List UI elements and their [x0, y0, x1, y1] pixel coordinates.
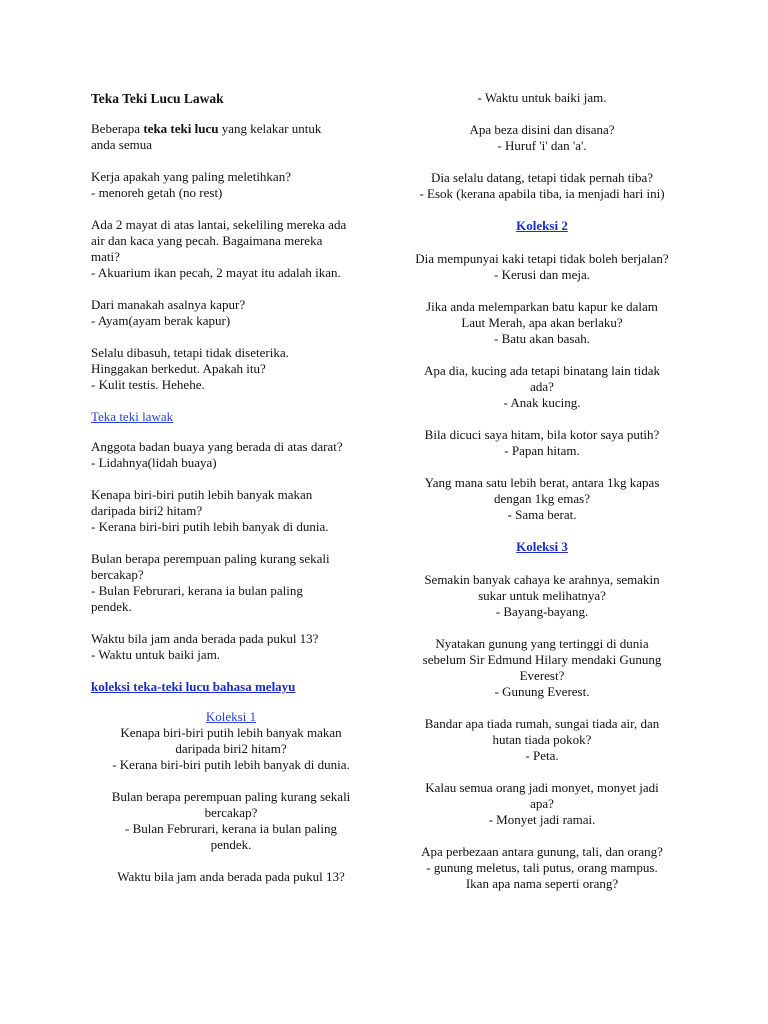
riddle-question: Waktu bila jam anda berada pada pukul 13? — [91, 631, 319, 646]
riddle-line: - Bulan Februrari, kerana ia bulan paling — [91, 583, 303, 598]
riddle-item — [392, 170, 692, 202]
riddle-line: bercakap? — [204, 805, 258, 820]
riddle-line: ada? — [530, 379, 554, 394]
riddle-question: Anggota badan buaya yang berada di atas darat? — [91, 439, 343, 454]
riddle-item — [392, 636, 692, 700]
riddle-question: Apa dia, kucing ada tetapi binatang lain tidak — [423, 363, 661, 378]
riddle-question: Dia mempunyai kaki tetapi tidak boleh berjalan? — [415, 251, 669, 266]
riddle-line: bercakap? — [91, 567, 144, 582]
riddle-item — [91, 487, 371, 535]
koleksi1-heading-block — [91, 709, 371, 725]
riddle-line: - Bayang-bayang. — [495, 604, 589, 619]
right-column — [392, 90, 692, 908]
riddle-item — [91, 551, 371, 615]
koleksi-bahasa-melayu-link[interactable]: koleksi teka-teki lucu bahasa melayu — [91, 679, 296, 694]
riddle-item — [392, 844, 692, 892]
riddle-line: - Ayam(ayam berak kapur) — [91, 313, 231, 328]
riddle-item — [392, 475, 692, 523]
riddle-line: Hinggakan berkedut. Apakah itu? — [91, 361, 266, 376]
riddle-line: pendek. — [210, 837, 252, 852]
riddle-question: Bulan berapa perempuan paling kurang sekali — [111, 789, 351, 804]
intro-text-cont: yang kelakar untuk — [218, 121, 322, 136]
riddle-question: Kalau semua orang jadi monyet, monyet jadi — [425, 780, 659, 795]
riddle-question: - Waktu untuk baiki jam. — [477, 90, 607, 105]
riddle-line: - Kerana biri-biri putih lebih banyak di dunia. — [112, 757, 350, 772]
riddle-line: - Sama berat. — [507, 507, 577, 522]
riddle-item — [91, 217, 371, 281]
riddle-line: Everest? — [519, 668, 565, 683]
riddle-question: Kerja apakah yang paling meletihkan? — [91, 169, 291, 184]
riddle-question: Jika anda melemparkan batu kapur ke dalam — [426, 299, 658, 314]
riddle-question: Kenapa biri-biri putih lebih banyak makan — [120, 725, 342, 740]
riddle-item — [91, 789, 371, 853]
riddle-line: mati? — [91, 249, 120, 264]
koleksi-1-link[interactable]: Koleksi 1 — [205, 709, 257, 724]
riddle-question: Bandar apa tiada rumah, sungai tiada air, dan — [424, 716, 660, 731]
riddle-line: - Akuarium ikan pecah, 2 mayat itu adalah ikan. — [91, 265, 341, 280]
koleksi-2-link[interactable]: Koleksi 2 — [516, 218, 568, 233]
riddle-question: Apa perbezaan antara gunung, tali, dan orang? — [421, 844, 663, 859]
riddle-group-b — [91, 439, 371, 663]
document-title: Teka Teki Lucu Lawak — [91, 91, 224, 106]
riddle-question: Dari manakah asalnya kapur? — [91, 297, 246, 312]
riddle-line: - Peta. — [525, 748, 559, 763]
riddle-line: apa? — [530, 796, 554, 811]
riddle-question: Waktu bila jam anda berada pada pukul 13? — [117, 869, 345, 884]
riddle-line: daripada biri2 hitam? — [91, 503, 203, 518]
riddle-item — [91, 631, 371, 663]
riddle-line: - Anak kucing. — [503, 395, 581, 410]
riddle-line: - Bulan Februrari, kerana ia bulan paling — [125, 821, 337, 836]
riddle-question: Apa beza disini dan disana? — [469, 122, 615, 137]
riddle-group-a — [91, 169, 371, 393]
left-column — [91, 90, 371, 901]
riddle-line: sebelum Sir Edmund Hilary mendaki Gunung — [422, 652, 662, 667]
riddle-question: Yang mana satu lebih berat, antara 1kg kapas — [424, 475, 660, 490]
riddle-question: Semakin banyak cahaya ke arahnya, semakin — [424, 572, 660, 587]
riddle-question: Kenapa biri-biri putih lebih banyak makan — [91, 487, 313, 502]
riddle-item — [392, 299, 692, 347]
riddle-line: - Waktu untuk baiki jam. — [91, 647, 221, 662]
riddle-line: - Kerusi dan meja. — [493, 267, 591, 282]
riddle-question: Nyatakan gunung yang tertinggi di dunia — [435, 636, 649, 651]
riddle-item — [392, 427, 692, 459]
riddle-question: Selalu dibasuh, tetapi tidak diseterika. — [91, 345, 289, 360]
riddle-line: - menoreh getah (no rest) — [91, 185, 223, 200]
riddle-item — [91, 869, 371, 885]
riddle-item — [392, 363, 692, 411]
teka-teki-lawak-link[interactable]: Teka teki lawak — [91, 409, 174, 424]
riddle-line: - Gunung Everest. — [494, 684, 590, 699]
riddle-item — [392, 122, 692, 154]
riddle-line: pendek. — [91, 599, 132, 614]
riddle-item — [91, 345, 371, 393]
riddle-line: sukar untuk melihatnya? — [478, 588, 606, 603]
riddle-item — [91, 439, 371, 471]
riddle-item — [392, 780, 692, 828]
koleksi-3-list — [392, 572, 692, 892]
riddle-group-top-right — [392, 90, 692, 202]
koleksi-2-list — [392, 251, 692, 523]
link-block-koleksi-bahasa — [91, 679, 371, 695]
koleksi3-heading-block — [392, 539, 692, 555]
riddle-item — [91, 725, 371, 773]
riddle-line: - Papan hitam. — [504, 443, 580, 458]
riddle-item — [392, 90, 692, 106]
riddle-item — [392, 716, 692, 764]
intro-paragraph — [91, 121, 371, 153]
koleksi2-heading-block — [392, 218, 692, 234]
riddle-line: dengan 1kg emas? — [493, 491, 591, 506]
riddle-question: Bila dicuci saya hitam, bila kotor saya putih? — [424, 427, 660, 442]
riddle-line: - Kerana biri-biri putih lebih banyak di dunia. — [91, 519, 329, 534]
link-block-lawak — [91, 409, 371, 425]
riddle-item — [392, 251, 692, 283]
riddle-line: - Monyet jadi ramai. — [488, 812, 596, 827]
koleksi-3-link[interactable]: Koleksi 3 — [516, 539, 568, 554]
riddle-question: Ada 2 mayat di atas lantai, sekeliling mereka ada — [91, 217, 347, 232]
riddle-question: Dia selalu datang, tetapi tidak pernah tiba? — [431, 170, 653, 185]
riddle-line: air dan kaca yang pecah. Bagaimana mereka — [91, 233, 323, 248]
riddle-question: Bulan berapa perempuan paling kurang sekali — [91, 551, 330, 566]
riddle-line: - Esok (kerana apabila tiba, ia menjadi hari ini) — [419, 186, 665, 201]
riddle-line: - gunung meletus, tali putus, orang mampus. — [426, 860, 658, 875]
riddle-item — [91, 169, 371, 201]
riddle-item — [392, 572, 692, 620]
riddle-line: Ikan apa nama seperti orang? — [465, 876, 619, 891]
riddle-line: hutan tiada pokok? — [492, 732, 592, 747]
intro-text: Beberapa — [91, 121, 144, 136]
intro-bold-keyword: teka teki lucu — [143, 121, 219, 136]
riddle-line: - Huruf 'i' dan 'a'. — [497, 138, 587, 153]
intro-text-line2: anda semua — [91, 137, 153, 152]
riddle-line: - Batu akan basah. — [493, 331, 591, 346]
riddle-line: - Kulit testis. Hehehe. — [91, 377, 205, 392]
riddle-line: - Lidahnya(lidah buaya) — [91, 455, 217, 470]
riddle-line: daripada biri2 hitam? — [175, 741, 287, 756]
koleksi-1-list — [91, 725, 371, 885]
riddle-line: Laut Merah, apa akan berlaku? — [461, 315, 623, 330]
riddle-item — [91, 297, 371, 329]
